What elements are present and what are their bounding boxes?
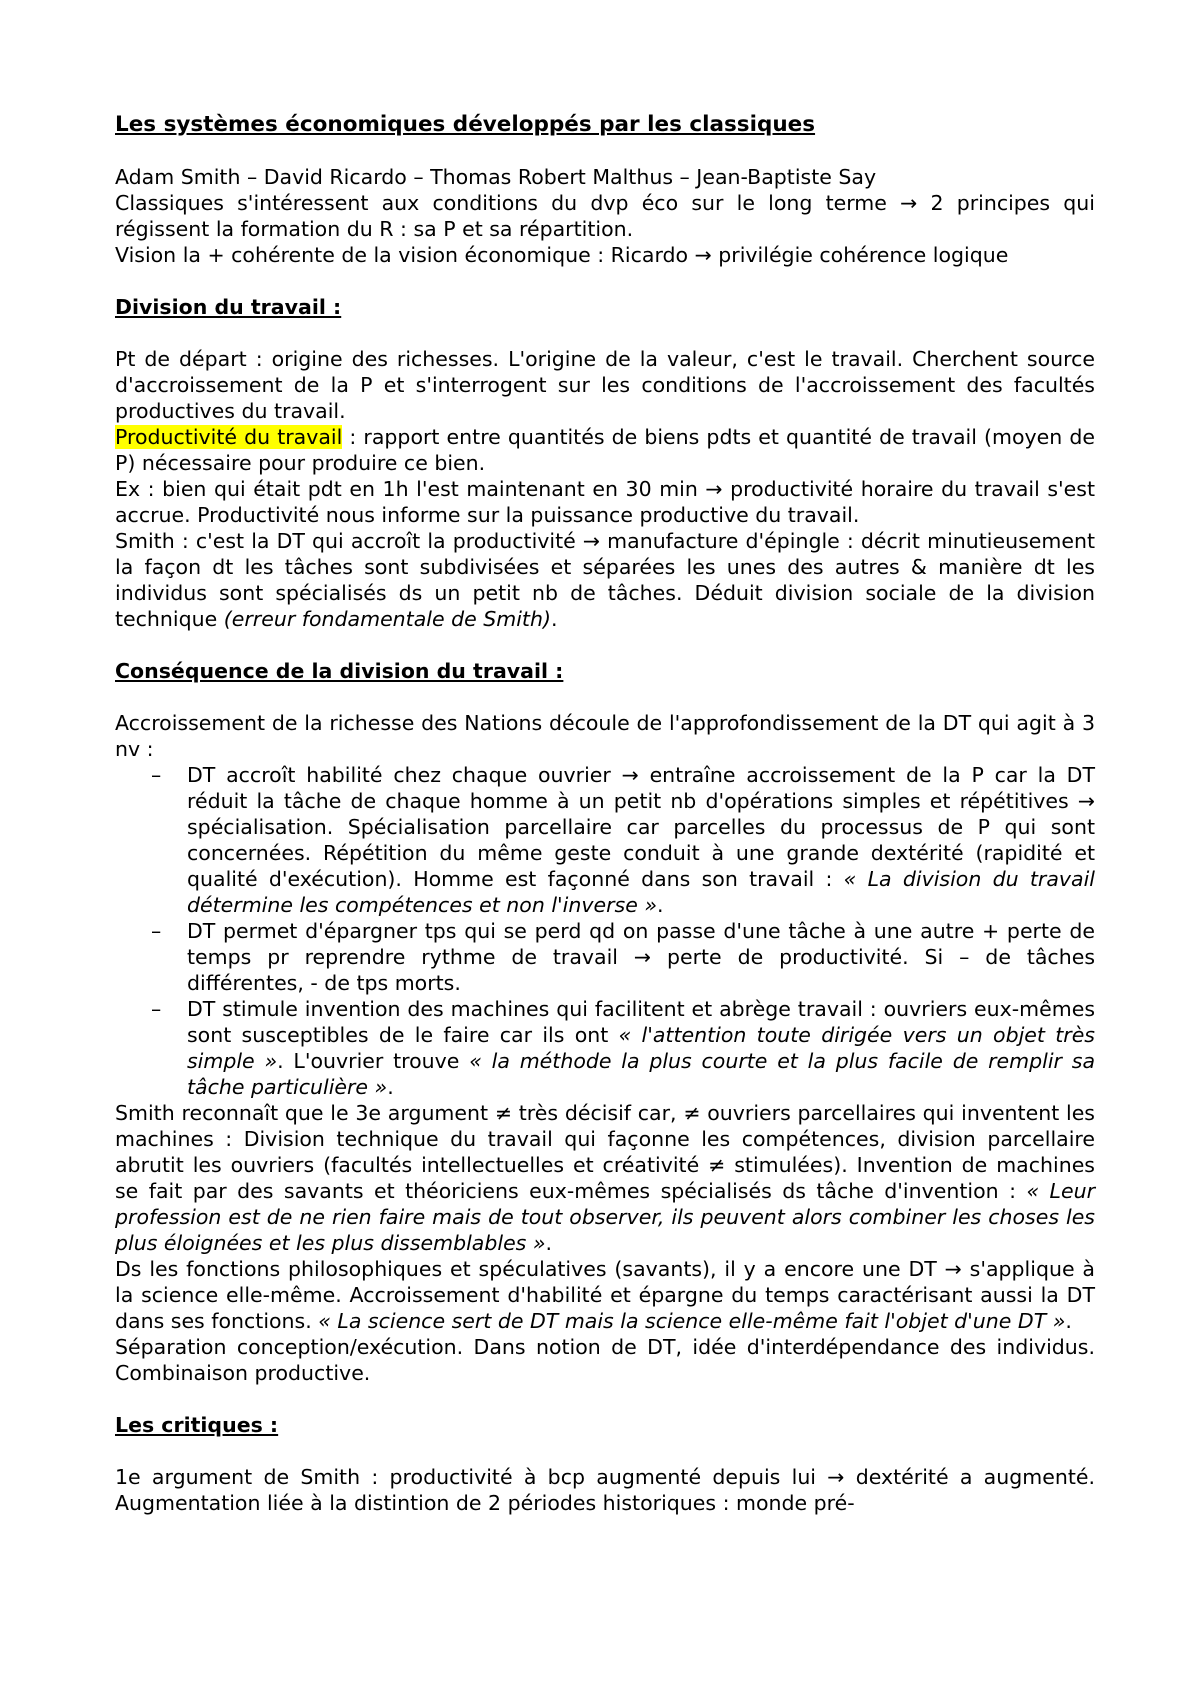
text-span: DT accroît habilité chez chaque ouvrier → entraîne accroissement de la P car la DT réduit la tâche de chaque homme à un petit nb d'opérations simples et répétitives → spécialisation. Spécialisation parcellaire car parcelles du processus de P qui sont concernées. Répétition du même geste conduit à une grande dextérité (rapidité et qualité d'exécution). Homme est façonné dans son travail : <box>187 763 1095 891</box>
text-span: . <box>657 893 664 917</box>
document-page <box>115 112 1095 1516</box>
text-span: DT stimule invention des machines qui facilitent et abrège travail : ouvriers eux-mêmes sont susceptibles de le faire car ils ont <box>187 997 1095 1047</box>
italic-span: « La science sert de DT mais la science elle-même fait l'objet d'une DT » <box>318 1309 1066 1333</box>
list-item <box>187 918 1095 996</box>
intro-paragraph-2: Vision la + cohérente de la vision économique : Ricardo → privilégie cohérence logique <box>115 243 1009 267</box>
italic-span: (erreur fondamentale de Smith) <box>223 607 551 631</box>
italic-span: « La division du travail détermine les compétences et non l'inverse » <box>187 867 1095 917</box>
italic-span: « la méthode la plus courte et la plus facile de remplir sa tâche particulière » <box>187 1049 1096 1099</box>
paragraph: Pt de départ : origine des richesses. L'origine de la valeur, c'est le travail. Cherchent source d'accroissement de la P et s'interrogent sur les conditions de l'accroissement des facultés productives du travail. <box>115 347 1095 423</box>
paragraph: 1e argument de Smith : productivité à bcp augmenté depuis lui → dextérité a augmenté. Augmentation liée à la distintion de 2 périodes historiques : monde pré- <box>115 1465 1095 1515</box>
text-span: . L'ouvrier trouve <box>277 1049 470 1073</box>
paragraph <box>115 528 1095 632</box>
dash-list <box>115 762 1095 1100</box>
text-span: DT permet d'épargner tps qui se perd qd on passe d'une tâche à une autre + perte de temps pr reprendre rythme de travail → perte de productivité. Si – de tâches différentes, - de tps morts. <box>187 919 1095 995</box>
paragraph <box>115 424 1095 476</box>
text-span: . <box>387 1075 394 1099</box>
text-span: Smith : c'est la DT qui accroît la productivité → manufacture d'épingle : décrit minutieusement la façon dt les tâches sont subdivisées et séparées les unes des autres & manière dt les individus sont spécialisés ds un petit nb de tâches. Déduit division sociale de la division technique <box>115 529 1095 631</box>
intro-paragraph: Classiques s'intéressent aux conditions du dvp éco sur le long terme → 2 principes qui régissent la formation du R : sa P et sa répartition. <box>115 191 1095 241</box>
section-heading-critiques: Les critiques : <box>115 1413 279 1437</box>
authors-line: Adam Smith – David Ricardo – Thomas Robert Malthus – Jean-Baptiste Say <box>115 165 877 189</box>
paragraph: Accroissement de la richesse des Nations découle de l'approfondissement de la DT qui agit à 3 nv : <box>115 711 1095 761</box>
list-item <box>187 762 1095 918</box>
text-span: Smith reconnaît que le 3e argument ≠ très décisif car, ≠ ouvriers parcellaires qui inventent les machines : Division technique du travail qui façonne les compétences, division parcellaire abrutit les ouvriers (facultés intellectuelles et créativité ≠ stimulées). Invention de machines se fait par des savants et théoriciens eux-mêmes spécialisés ds tâche d'invention : <box>115 1101 1095 1203</box>
document-title: Les systèmes économiques développés par les classiques <box>115 112 816 137</box>
text-span: : rapport entre quantités de biens pdts et quantité de travail (moyen de P) nécessaire pour produire ce bien. <box>115 425 1095 475</box>
paragraph: Ex : bien qui était pdt en 1h l'est maintenant en 30 min → productivité horaire du travail s'est accrue. Productivité nous informe sur la puissance productive du travail. <box>115 477 1095 527</box>
text-span: . <box>545 1231 553 1255</box>
section-heading-division: Division du travail : <box>115 295 342 319</box>
list-item <box>187 996 1095 1100</box>
section-heading-consequence: Conséquence de la division du travail : <box>115 659 564 683</box>
text-span: . <box>550 607 558 631</box>
italic-span: « Leur profession est de ne rien faire mais de tout observer, ils peuvent alors combiner les choses les plus éloignées et les plus dissemblables » <box>115 1179 1096 1255</box>
paragraph <box>115 1100 1095 1256</box>
italic-span: « l'attention toute dirigée vers un objet très simple » <box>187 1023 1095 1073</box>
text-span: . <box>1065 1309 1072 1333</box>
paragraph <box>115 1256 1095 1334</box>
paragraph: Séparation conception/exécution. Dans notion de DT, idée d'interdépendance des individus. Combinaison productive. <box>115 1335 1095 1385</box>
highlighted-term: Productivité du travail <box>115 425 343 449</box>
text-span: Ds les fonctions philosophiques et spéculatives (savants), il y a encore une DT → s'applique à la science elle-même. Accroissement d'habilité et épargne du temps caractérisant aussi la DT dans ses fonctions. <box>115 1257 1095 1333</box>
